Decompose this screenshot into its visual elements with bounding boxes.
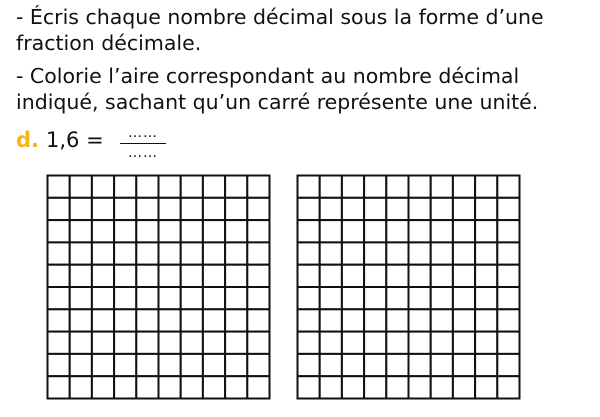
- grid-cell[interactable]: [247, 376, 269, 398]
- grid-cell[interactable]: [475, 176, 497, 198]
- grid-cell[interactable]: [48, 309, 70, 331]
- grid-cell[interactable]: [92, 309, 114, 331]
- grid-cell[interactable]: [70, 176, 92, 198]
- grid-cell[interactable]: [453, 309, 475, 331]
- grid-cell[interactable]: [225, 265, 247, 287]
- grid-cell[interactable]: [247, 176, 269, 198]
- unit-grid-left[interactable]: [46, 174, 271, 400]
- grid-cell[interactable]: [181, 287, 203, 309]
- grid-cell[interactable]: [497, 354, 519, 376]
- grid-cell[interactable]: [181, 220, 203, 242]
- grid-svg: [296, 174, 521, 400]
- grid-cell[interactable]: [342, 332, 364, 354]
- grid-cell[interactable]: [181, 176, 203, 198]
- grid-cell[interactable]: [342, 220, 364, 242]
- grid-cell[interactable]: [136, 176, 158, 198]
- grid-cell[interactable]: [247, 220, 269, 242]
- grid-cell[interactable]: [181, 265, 203, 287]
- grid-cell[interactable]: [203, 376, 225, 398]
- grid-cell[interactable]: [431, 220, 453, 242]
- grid-cell[interactable]: [320, 242, 342, 264]
- grid-cell[interactable]: [431, 376, 453, 398]
- instruction-line-1b: fraction décimale.: [16, 31, 202, 55]
- grid-cell[interactable]: [497, 265, 519, 287]
- grid-cell[interactable]: [203, 309, 225, 331]
- grid-cell[interactable]: [159, 220, 181, 242]
- grid-cell[interactable]: [364, 198, 386, 220]
- fraction-answer[interactable]: [120, 126, 166, 166]
- grid-cell[interactable]: [364, 354, 386, 376]
- grid-cell[interactable]: [225, 287, 247, 309]
- grid-cell[interactable]: [342, 198, 364, 220]
- grid-cell[interactable]: [342, 242, 364, 264]
- grid-cell[interactable]: [298, 332, 320, 354]
- instruction-line-1a: - Écris chaque nombre décimal sous la forme d’une: [16, 5, 544, 29]
- grid-cell[interactable]: [298, 220, 320, 242]
- grid-cell[interactable]: [386, 198, 408, 220]
- grid-cell[interactable]: [136, 332, 158, 354]
- grid-cell[interactable]: [431, 309, 453, 331]
- grid-cell[interactable]: [320, 309, 342, 331]
- grid-cell[interactable]: [475, 354, 497, 376]
- grid-cell[interactable]: [225, 309, 247, 331]
- grid-cell[interactable]: [497, 176, 519, 198]
- grid-cell[interactable]: [92, 265, 114, 287]
- grid-cell[interactable]: [159, 376, 181, 398]
- grid-cell[interactable]: [114, 265, 136, 287]
- grid-cell[interactable]: [364, 265, 386, 287]
- grid-cell[interactable]: [431, 242, 453, 264]
- grid-cell[interactable]: [409, 287, 431, 309]
- grid-cell[interactable]: [114, 198, 136, 220]
- grid-cell[interactable]: [497, 309, 519, 331]
- grid-cell[interactable]: [225, 376, 247, 398]
- grid-cell[interactable]: [181, 376, 203, 398]
- fraction-bar: [120, 143, 166, 144]
- grid-cell[interactable]: [364, 220, 386, 242]
- grid-cell[interactable]: [453, 220, 475, 242]
- grid-cell[interactable]: [298, 309, 320, 331]
- grid-cell[interactable]: [298, 265, 320, 287]
- instruction-line-2b: indiqué, sachant qu’un carré représente une unité.: [16, 90, 539, 114]
- grid-cell[interactable]: [475, 265, 497, 287]
- grid-cell[interactable]: [247, 309, 269, 331]
- grid-cell[interactable]: [453, 376, 475, 398]
- grid-cell[interactable]: [342, 287, 364, 309]
- grid-cell[interactable]: [159, 332, 181, 354]
- grid-cell[interactable]: [364, 242, 386, 264]
- exercise-expression: 1,6 =: [46, 128, 104, 152]
- grid-cell[interactable]: [70, 220, 92, 242]
- grid-cell[interactable]: [114, 242, 136, 264]
- grid-cell[interactable]: [342, 354, 364, 376]
- grid-cell[interactable]: [431, 354, 453, 376]
- exercise-letter: d.: [16, 128, 40, 152]
- grid-cell[interactable]: [497, 242, 519, 264]
- grid-cell[interactable]: [92, 287, 114, 309]
- unit-grid-right[interactable]: [296, 174, 521, 400]
- grid-cell[interactable]: [136, 220, 158, 242]
- grid-cell[interactable]: [409, 265, 431, 287]
- grid-cell[interactable]: [136, 376, 158, 398]
- fraction-denominator-blank[interactable]: ……: [128, 145, 158, 161]
- grid-cell[interactable]: [342, 309, 364, 331]
- grid-cell[interactable]: [114, 332, 136, 354]
- grid-cell[interactable]: [159, 242, 181, 264]
- grid-cell[interactable]: [159, 309, 181, 331]
- grid-cell[interactable]: [136, 287, 158, 309]
- grid-cell[interactable]: [247, 354, 269, 376]
- grid-cell[interactable]: [453, 287, 475, 309]
- grid-cell[interactable]: [48, 242, 70, 264]
- grid-cell[interactable]: [364, 309, 386, 331]
- grid-cell[interactable]: [298, 198, 320, 220]
- grid-cell[interactable]: [136, 265, 158, 287]
- grid-cell[interactable]: [225, 220, 247, 242]
- grid-svg: [46, 174, 271, 400]
- grid-cell[interactable]: [70, 242, 92, 264]
- grid-cell[interactable]: [70, 287, 92, 309]
- grid-cell[interactable]: [159, 176, 181, 198]
- grid-cell[interactable]: [475, 220, 497, 242]
- grid-cell[interactable]: [203, 265, 225, 287]
- grid-cell[interactable]: [475, 198, 497, 220]
- grid-cell[interactable]: [114, 220, 136, 242]
- grid-cell[interactable]: [497, 332, 519, 354]
- grid-cell[interactable]: [92, 332, 114, 354]
- fraction-numerator-blank[interactable]: ……: [128, 125, 158, 141]
- grid-cell[interactable]: [70, 309, 92, 331]
- grid-cell[interactable]: [475, 309, 497, 331]
- grid-cell[interactable]: [136, 198, 158, 220]
- grid-cell[interactable]: [203, 220, 225, 242]
- grid-cell[interactable]: [453, 265, 475, 287]
- grid-cell[interactable]: [136, 242, 158, 264]
- grid-cell[interactable]: [386, 265, 408, 287]
- grid-cell[interactable]: [92, 176, 114, 198]
- grid-cell[interactable]: [48, 176, 70, 198]
- grid-cell[interactable]: [431, 176, 453, 198]
- grid-cell[interactable]: [70, 332, 92, 354]
- grid-cell[interactable]: [409, 198, 431, 220]
- grid-cell[interactable]: [247, 332, 269, 354]
- grid-cell[interactable]: [203, 176, 225, 198]
- grid-cell[interactable]: [203, 332, 225, 354]
- grid-cell[interactable]: [409, 220, 431, 242]
- grid-cell[interactable]: [203, 354, 225, 376]
- grid-cell[interactable]: [342, 376, 364, 398]
- grid-cell[interactable]: [342, 265, 364, 287]
- grid-cell[interactable]: [92, 220, 114, 242]
- grid-cell[interactable]: [48, 265, 70, 287]
- grid-cell[interactable]: [48, 287, 70, 309]
- grid-cell[interactable]: [409, 354, 431, 376]
- grid-cell[interactable]: [475, 287, 497, 309]
- grid-cell[interactable]: [453, 198, 475, 220]
- grid-cell[interactable]: [159, 198, 181, 220]
- grid-cell[interactable]: [114, 309, 136, 331]
- grid-cell[interactable]: [70, 198, 92, 220]
- grid-cell[interactable]: [364, 332, 386, 354]
- grid-cell[interactable]: [342, 176, 364, 198]
- grid-cell[interactable]: [298, 287, 320, 309]
- grid-cell[interactable]: [181, 309, 203, 331]
- grid-cell[interactable]: [386, 287, 408, 309]
- grid-cell[interactable]: [320, 265, 342, 287]
- grid-cell[interactable]: [497, 376, 519, 398]
- grid-cell[interactable]: [453, 242, 475, 264]
- grid-cell[interactable]: [409, 309, 431, 331]
- grid-cell[interactable]: [48, 376, 70, 398]
- grid-cell[interactable]: [386, 242, 408, 264]
- grid-cell[interactable]: [225, 354, 247, 376]
- grid-cell[interactable]: [225, 242, 247, 264]
- grid-cell[interactable]: [48, 220, 70, 242]
- grid-cell[interactable]: [159, 287, 181, 309]
- grid-cell[interactable]: [386, 309, 408, 331]
- grid-cell[interactable]: [409, 176, 431, 198]
- grid-cell[interactable]: [497, 287, 519, 309]
- grid-cell[interactable]: [114, 176, 136, 198]
- grid-cell[interactable]: [497, 198, 519, 220]
- grid-cell[interactable]: [298, 354, 320, 376]
- grid-cell[interactable]: [136, 354, 158, 376]
- grid-cell[interactable]: [181, 354, 203, 376]
- grid-cell[interactable]: [453, 354, 475, 376]
- grid-cell[interactable]: [298, 242, 320, 264]
- grid-cell[interactable]: [409, 376, 431, 398]
- grid-cell[interactable]: [431, 332, 453, 354]
- grid-cell[interactable]: [48, 332, 70, 354]
- grid-cell[interactable]: [114, 354, 136, 376]
- grid-cell[interactable]: [320, 198, 342, 220]
- grid-cell[interactable]: [409, 242, 431, 264]
- grid-cell[interactable]: [364, 287, 386, 309]
- instruction-line-2a: - Colorie l’aire correspondant au nombre décimal: [16, 64, 520, 88]
- grid-cell[interactable]: [475, 332, 497, 354]
- grid-cell[interactable]: [453, 332, 475, 354]
- grid-cell[interactable]: [386, 176, 408, 198]
- grid-cell[interactable]: [92, 376, 114, 398]
- grid-cell[interactable]: [247, 287, 269, 309]
- instruction-write-fraction: [16, 4, 594, 56]
- grid-cell[interactable]: [320, 354, 342, 376]
- grid-cell[interactable]: [181, 332, 203, 354]
- instruction-color-area: [16, 63, 594, 115]
- grid-cell[interactable]: [475, 376, 497, 398]
- grid-cell[interactable]: [92, 242, 114, 264]
- grid-cell[interactable]: [92, 354, 114, 376]
- grid-cell[interactable]: [409, 332, 431, 354]
- grid-cell[interactable]: [475, 242, 497, 264]
- grid-cell[interactable]: [364, 176, 386, 198]
- grid-cell[interactable]: [203, 287, 225, 309]
- grid-cell[interactable]: [431, 265, 453, 287]
- grid-cell[interactable]: [159, 265, 181, 287]
- grid-cell[interactable]: [298, 376, 320, 398]
- grid-cell[interactable]: [320, 287, 342, 309]
- grid-cell[interactable]: [497, 220, 519, 242]
- grid-cell[interactable]: [92, 198, 114, 220]
- grid-cell[interactable]: [247, 265, 269, 287]
- grid-cell[interactable]: [48, 354, 70, 376]
- grid-cell[interactable]: [386, 220, 408, 242]
- grid-cell[interactable]: [386, 332, 408, 354]
- grid-cell[interactable]: [386, 376, 408, 398]
- grid-cell[interactable]: [247, 198, 269, 220]
- grid-cell[interactable]: [114, 287, 136, 309]
- grid-cell[interactable]: [298, 176, 320, 198]
- grid-cell[interactable]: [70, 376, 92, 398]
- grid-cell[interactable]: [320, 220, 342, 242]
- grid-cell[interactable]: [136, 309, 158, 331]
- grid-cell[interactable]: [48, 198, 70, 220]
- grid-cell[interactable]: [203, 242, 225, 264]
- grid-cell[interactable]: [159, 354, 181, 376]
- grid-cell[interactable]: [364, 376, 386, 398]
- grid-cell[interactable]: [225, 332, 247, 354]
- grid-cell[interactable]: [225, 176, 247, 198]
- grid-cell[interactable]: [181, 198, 203, 220]
- grid-cell[interactable]: [225, 198, 247, 220]
- grid-cell[interactable]: [431, 198, 453, 220]
- grid-cell[interactable]: [431, 287, 453, 309]
- grid-cell[interactable]: [320, 376, 342, 398]
- grid-cell[interactable]: [114, 376, 136, 398]
- grid-cell[interactable]: [203, 198, 225, 220]
- grid-cell[interactable]: [386, 354, 408, 376]
- grid-cell[interactable]: [453, 176, 475, 198]
- grid-cell[interactable]: [320, 176, 342, 198]
- grid-cell[interactable]: [320, 332, 342, 354]
- grid-cell[interactable]: [70, 354, 92, 376]
- grid-cell[interactable]: [70, 265, 92, 287]
- grid-cell[interactable]: [247, 242, 269, 264]
- exercise-d: [16, 125, 316, 168]
- grid-cell[interactable]: [181, 242, 203, 264]
